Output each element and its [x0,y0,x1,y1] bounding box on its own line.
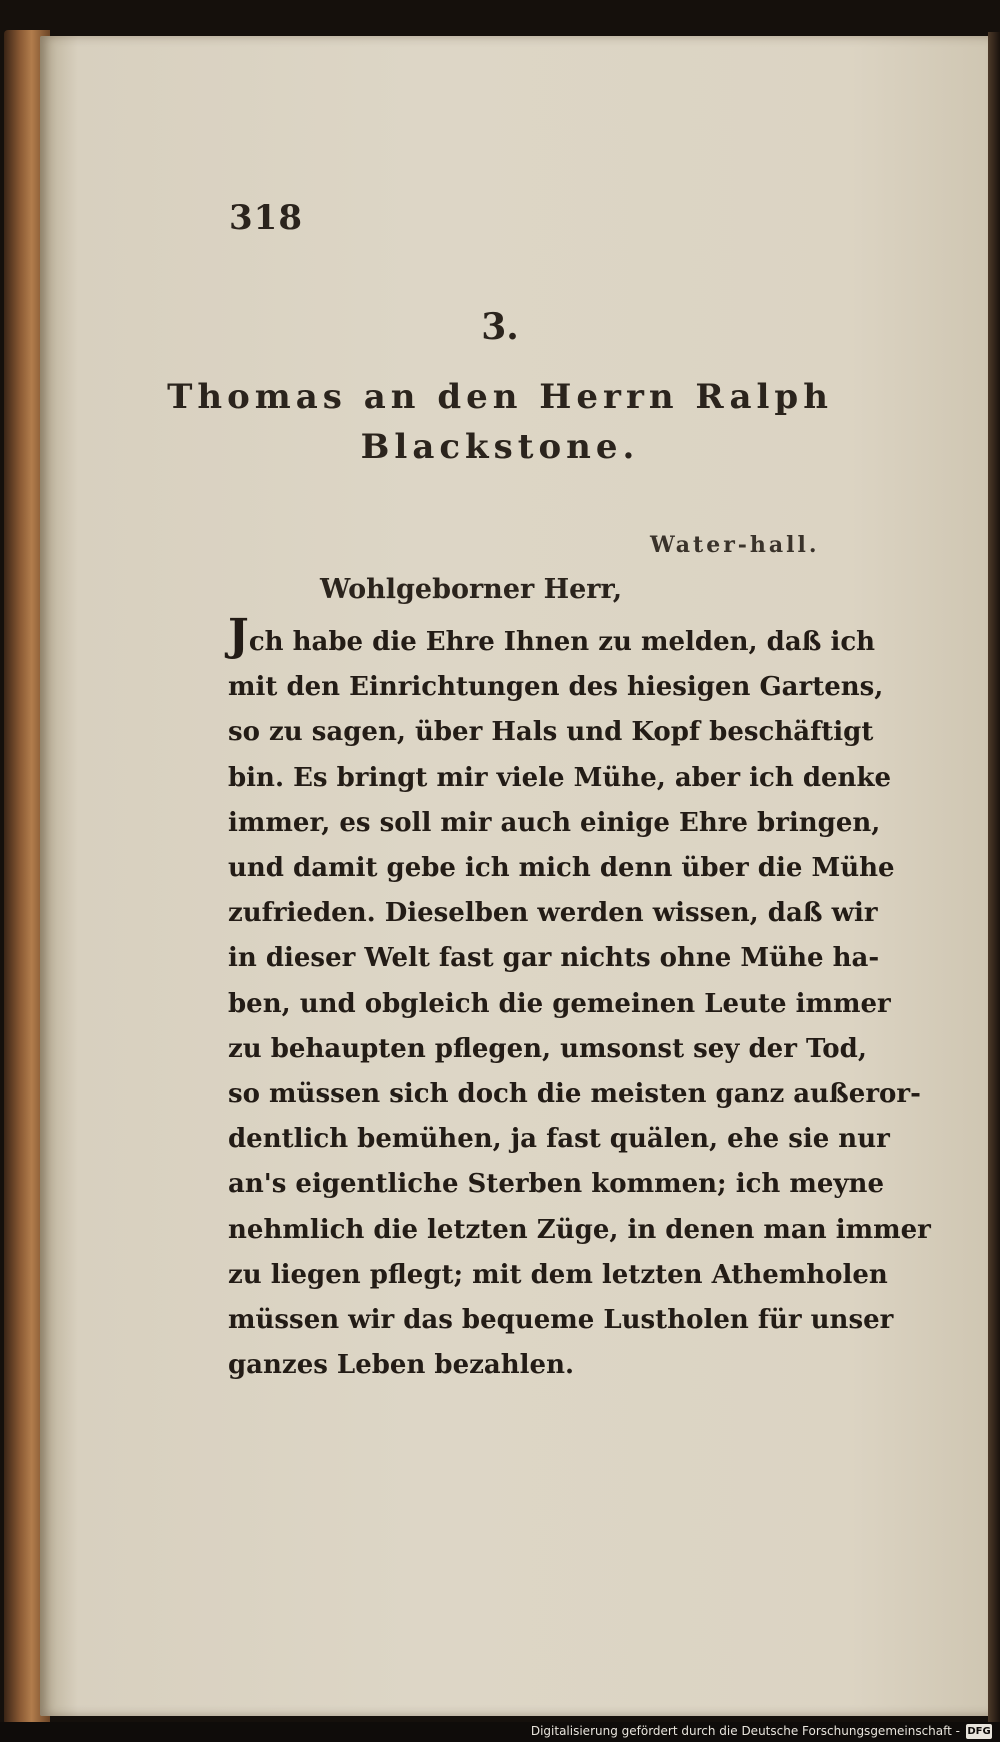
page-right-edge [988,32,1000,1722]
letter-number: 3. [481,306,519,348]
body-line: müssen wir das bequeme Lustholen für unser [228,1305,894,1336]
body-line: und damit gebe ich mich denn über die Mühe [228,853,895,884]
body-line: bin. Es bringt mir viele Mühe, aber ich denke [228,762,891,793]
body-line: so müssen sich doch die meisten ganz außeror- [228,1079,921,1110]
page-number: 318 [229,198,303,238]
body-line: zu behaupten pflegen, umsonst sey der Tod, [228,1033,867,1064]
body-line: ganzes Leben bezahlen. [228,1350,575,1381]
letter-place: Water-hall. [650,532,820,558]
salutation: Wohlgeborner Herr, [320,574,623,605]
body-line: dentlich bemühen, ja fast quälen, ehe sie nur [228,1124,890,1155]
body-line: in dieser Welt fast gar nichts ohne Mühe ha- [228,943,880,974]
letter-body [228,610,931,1388]
body-line: mit den Einrichtungen des hiesigen Gartens, [228,672,884,703]
body-line: nehmlich die letzten Züge, in denen man immer [228,1214,931,1245]
drop-initial: J [228,610,249,661]
title-line-2: Blackstone. [360,427,640,467]
body-line: an's eigentliche Sterben kommen; ich meyne [228,1169,884,1200]
dfg-logo: DFG [967,1726,991,1737]
body-line: Jch habe die Ehre Ihnen zu melden, daß ich [228,610,876,661]
body-line: immer, es soll mir auch einige Ehre bringen, [228,807,881,838]
body-line: so zu sagen, über Hals und Kopf beschäftigt [228,717,874,748]
body-line: zufrieden. Dieselben werden wissen, daß wir [228,898,878,929]
body-line: zu liegen pflegt; mit dem letzten Athemholen [228,1259,888,1290]
footer-credit: Digitalisierung gefördert durch die Deutsche Forschungsgemeinschaft - [530,1724,960,1738]
body-line: ben, und obgleich die gemeinen Leute immer [228,988,891,1019]
title-line-1: Thomas an den Herrn Ralph [167,377,833,417]
letter-title [150,372,850,472]
